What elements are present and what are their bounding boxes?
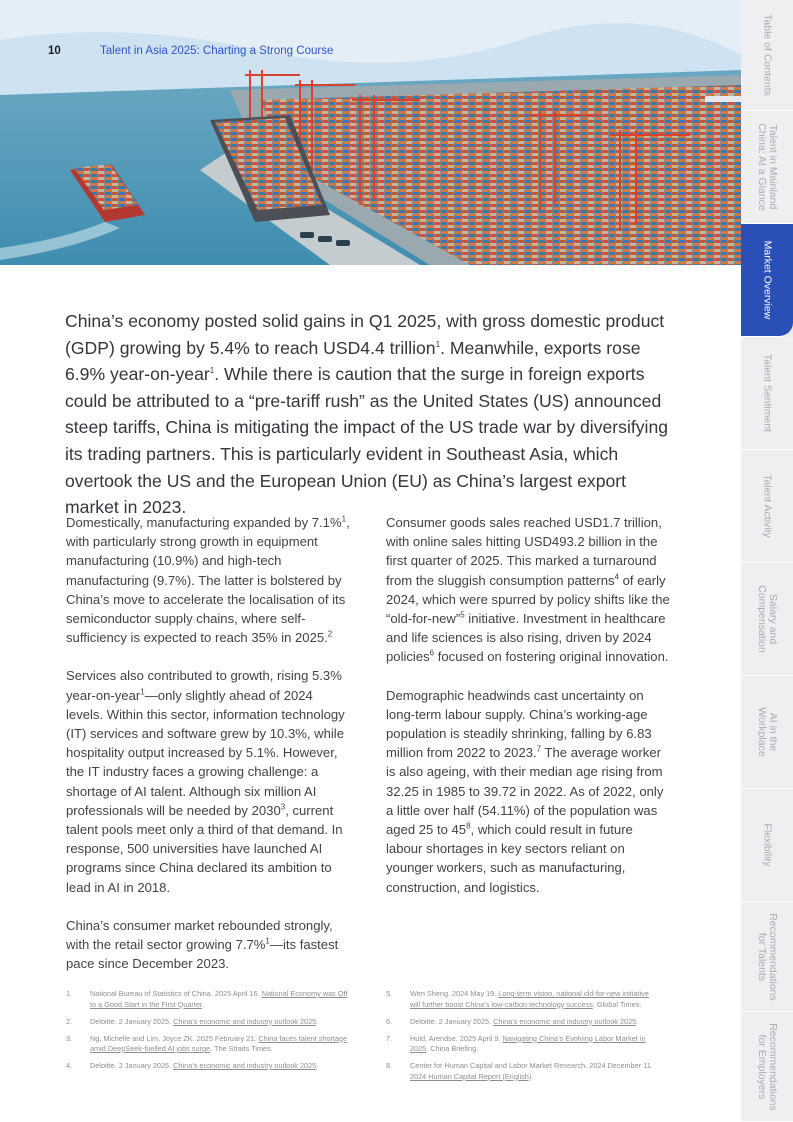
tab-at-a-glance[interactable] xyxy=(741,111,793,224)
page-number: 10 xyxy=(48,45,61,57)
intro-text: . Meanwhile, exports rose 6.9% year-on-year xyxy=(65,337,641,385)
footnote-ref[interactable]: 1 xyxy=(140,687,145,697)
body-paragraph xyxy=(66,666,351,896)
tab-label: Flexibility xyxy=(761,823,774,867)
footnote xyxy=(386,1017,658,1028)
tab-label: Recommendations for Employers xyxy=(756,1022,779,1111)
tab-recommendations-talents[interactable] xyxy=(741,902,793,1012)
body-text: China’s consumer market rebounded strongly, with the retail sector growing 7.7% xyxy=(66,917,333,953)
footnote-number: 4. xyxy=(66,1061,73,1070)
footnote-number: 2. xyxy=(66,1016,73,1026)
footnote-ref[interactable]: 1 xyxy=(435,339,441,349)
body-paragraph xyxy=(66,916,351,974)
footnote xyxy=(386,1034,658,1055)
footnote-link[interactable]: Long-term vision, national old-for-new initiative will further boost China’s low-carbon technology success xyxy=(410,989,649,1009)
footnote-link[interactable]: China’s economic and industry outlook 2025 xyxy=(493,1016,637,1026)
footnote-ref[interactable]: 7 xyxy=(536,744,542,754)
tab-label: Talent Activity xyxy=(761,474,774,538)
footnotes-left xyxy=(66,989,351,1078)
tab-label: Recommendations for Talents xyxy=(756,912,779,1001)
footnote-text: . Global Times. xyxy=(592,999,642,1009)
tab-market-overview[interactable] xyxy=(741,224,793,337)
footnote xyxy=(66,1034,351,1055)
footnote-link[interactable]: Navigating China’s Evolving Labor Market in 2025 xyxy=(410,1033,646,1053)
tab-talent-sentiment[interactable] xyxy=(741,337,793,450)
body-text: focused on fostering original innovation. xyxy=(434,649,669,665)
footnote-text: National Bureau of Statistics of China. 2025 April 16. xyxy=(90,989,262,998)
body-paragraph xyxy=(386,686,671,897)
body-text: Domestically, manufacturing expanded by 7.1% xyxy=(66,515,342,530)
footnote xyxy=(66,1061,351,1072)
footnote-ref[interactable]: 2 xyxy=(327,629,333,639)
tab-label: Talent in Mainland China: At a Glance xyxy=(756,123,779,211)
footnote-ref[interactable]: 5 xyxy=(460,610,465,620)
footnote xyxy=(386,1061,658,1082)
footnote-number: 3. xyxy=(66,1033,73,1043)
tab-table-of-contents[interactable] xyxy=(741,0,793,111)
footnote-text: Deloitte. 2 January 2025. xyxy=(410,1016,494,1026)
footnote-text: . China Briefing. xyxy=(426,1044,479,1053)
footnote-number: 5. xyxy=(386,989,393,998)
footnote-number: 1. xyxy=(66,989,73,998)
footnote-text: Deloitte. 2 January 2025. xyxy=(90,1016,174,1026)
footnote-number: 6. xyxy=(386,1016,393,1026)
running-title: Talent in Asia 2025: Charting a Strong Course xyxy=(100,45,334,57)
tab-label: AI in the Workplace xyxy=(756,707,779,757)
footnote-text: Deloitte. 2 January 2025. xyxy=(90,1061,174,1070)
footnote-link[interactable]: China’s economic and industry outlook 2025 xyxy=(173,1061,317,1070)
intro-paragraph xyxy=(65,308,677,521)
footnote-link[interactable]: China faces talent shortage amid DeepSeek-fuelled AI jobs surge xyxy=(90,1033,348,1053)
body-column-right xyxy=(386,513,671,916)
tab-recommendations-employers[interactable] xyxy=(741,1012,793,1122)
tab-label: Talent Sentiment xyxy=(761,353,774,433)
body-paragraph xyxy=(66,513,351,647)
tab-ai-in-workplace[interactable] xyxy=(741,676,793,789)
footnote xyxy=(66,1017,351,1028)
body-text: The average worker is also ageing, with their median age rising from 32.25 in 1985 to 39.72 in 2022. As of 2022, only a little over half (54.11%) of the population was aged 25 to 45 xyxy=(386,745,664,838)
body-text: Services also contributed to growth, rising 5.3% year-on-year xyxy=(66,668,342,703)
footnote-number: 8. xyxy=(386,1061,393,1070)
footnote-ref[interactable]: 1 xyxy=(265,936,270,946)
body-column-left xyxy=(66,513,351,992)
footnotes-right xyxy=(386,989,658,1089)
footnote-text: Wen Sheng. 2024 May 19. xyxy=(410,989,499,998)
intro-text: . While there is caution that the surge in foreign exports could be attributed to a “pre-tariff rush” as the United States (US) announced steep tariffs, China is mitigating the impact of the US trade war by diversifying its trading partners. This is particularly evident in Southeast Asia, which overtook the US and the European Union (EU) as China’s largest export market in 2023. xyxy=(65,364,669,518)
body-text: of early 2024, which were spurred by policy shifts like the “old-for-new” xyxy=(386,572,670,627)
tab-talent-activity[interactable] xyxy=(741,450,793,563)
tab-label: Table of Contents xyxy=(761,14,774,96)
footnote-text: . xyxy=(201,999,204,1009)
tab-label: Salary and Compensation xyxy=(756,585,779,653)
footnote-link[interactable]: China’s economic and industry outlook 2025 xyxy=(173,1016,317,1026)
body-text: Demographic headwinds cast uncertainty on long-term labour supply. China’s working-age population is steadily shrinking, falling by 6.83 million from 2022 to 2023. xyxy=(386,687,652,761)
body-text: —only slightly ahead of 2024 levels. Within this sector, information technology (IT) services and software grew by 10.3%, while hospitality output increased by 5.1%. However, the IT industry faces a growing challenge: a shortage of AI talent. Although six million AI professionals will be needed by 2030 xyxy=(66,687,345,818)
tab-flexibility[interactable] xyxy=(741,789,793,902)
footnote-link[interactable]: 2024 Human Capital Report (English) xyxy=(410,1071,532,1081)
footnote-text: . The Straits Times. xyxy=(210,1044,273,1053)
intro-text: China’s economy posted solid gains in Q1 2025, with gross domestic product (GDP) growing by 5.4% to reach USD4.4 trillion xyxy=(65,311,665,358)
footnote xyxy=(386,989,658,1010)
footnote-ref[interactable]: 1 xyxy=(209,366,215,376)
footnote-ref[interactable]: 8 xyxy=(466,821,471,831)
footnote-number: 7. xyxy=(386,1033,393,1043)
body-text: Consumer goods sales reached USD1.7 trillion, with online sales hitting USD493.2 billion in the first quarter of 2025. This marked a turnaround from the sluggish consumption patterns xyxy=(386,515,662,588)
body-text: initiative. Investment in healthcare and life sciences is also rising, driven by 2024 policies xyxy=(386,611,666,665)
tab-salary-compensation[interactable] xyxy=(741,563,793,676)
footnote-ref[interactable]: 1 xyxy=(341,514,347,524)
footnote-ref[interactable]: 4 xyxy=(614,572,619,582)
body-text: , with particularly strong growth in equipment manufacturing (10.9%) and high-tech manufacturing (9.7%). The latter is bolstered by China’s move to accelerate the localisation of its semiconductor supply chains, where self-sufficiency is expected to reach 35% in 2025. xyxy=(66,515,350,646)
tab-label: Market Overview xyxy=(761,240,774,320)
hero-image-port xyxy=(0,0,741,265)
footnote-link[interactable]: National Economy was Off to a Good Start in the First Quarter xyxy=(90,989,348,1009)
footnote-text: Huld, Arendse. 2025 April 9. xyxy=(410,1033,503,1043)
footnote-text: . xyxy=(636,1016,639,1026)
section-tabs xyxy=(741,0,793,1121)
footnote-text: . xyxy=(316,1061,319,1070)
body-paragraph xyxy=(386,513,671,667)
footnote-ref[interactable]: 6 xyxy=(429,649,435,659)
body-text: —its fastest pace since December 2023. xyxy=(66,937,339,972)
body-text: , current talent pools meet only a third of that demand. In response, 500 universities have launched AI programs since China declared its ambition to lead in AI in 2018. xyxy=(66,802,343,895)
footnote-ref[interactable]: 3 xyxy=(280,802,286,812)
footnote xyxy=(66,989,351,1010)
footnote-text: Ng, Michelle and Lim, Joyce ZK. 2025 February 21. xyxy=(90,1033,259,1043)
footnote-text: . xyxy=(316,1016,319,1026)
port-illustration xyxy=(0,0,741,265)
footnote-text: . xyxy=(531,1071,534,1081)
body-text: , which could result in future labour shortages in key sectors reliant on younger workers, such as manufacturing, construction, and logistics. xyxy=(386,822,633,895)
footnote-text: Center for Human Capital and Labor Market Research. 2024 December 11. xyxy=(410,1061,653,1070)
